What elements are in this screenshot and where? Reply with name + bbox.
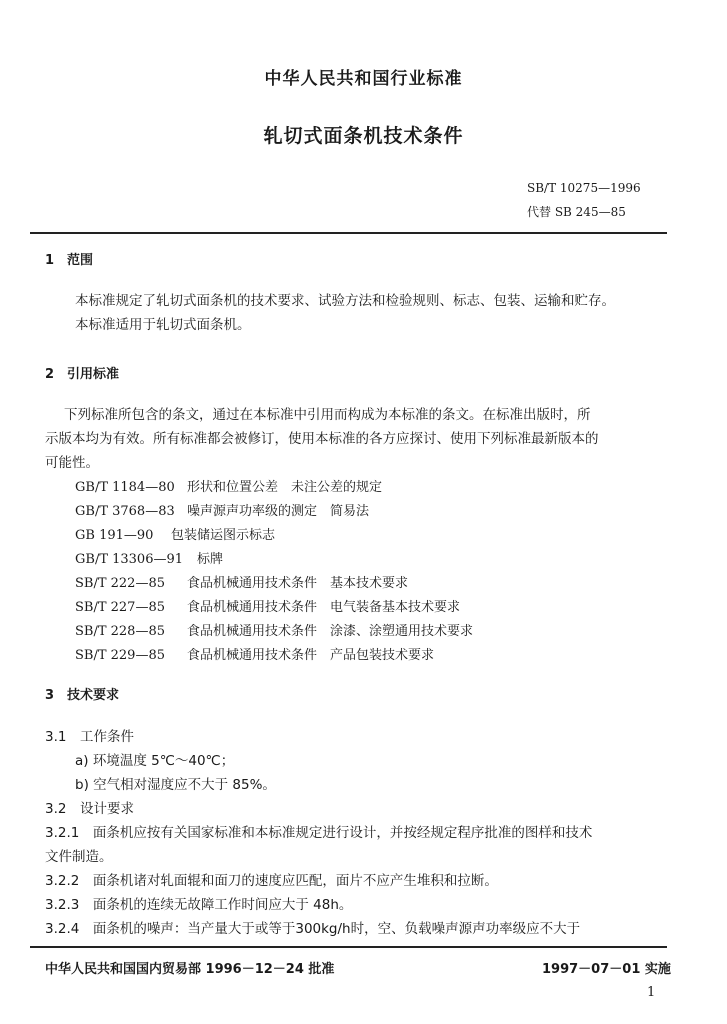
section-2-heading: 2 引用标准 — [45, 367, 120, 382]
reference-code: SB/T 227—85 — [75, 600, 165, 615]
clause-3-2-1-line-2: 文件制造。 — [45, 849, 113, 865]
standard-code: SB/T 10275—1996 — [527, 181, 641, 195]
effective-date: 1997－07－01 实施 — [542, 962, 671, 977]
reference-title: 食品机械通用技术条件 电气装备基本技术要求 — [187, 600, 461, 615]
issuing-authority: 中华人民共和国国内贸易部 1996－12－24 批准 — [45, 962, 335, 977]
subsection-3-2-heading: 3.2 设计要求 — [45, 801, 134, 817]
reference-item — [75, 548, 223, 567]
condition-a: a) 环境温度 5℃～40℃； — [75, 753, 235, 769]
reference-item — [75, 620, 473, 639]
reference-code: GB/T 1184—80 — [75, 480, 175, 495]
reference-title: 噪声源声功率级的测定 简易法 — [187, 504, 370, 519]
clause-3-2-3: 3.2.3 面条机的连续无故障工作时间应大于 48h。 — [45, 897, 353, 913]
header-rule — [30, 232, 667, 234]
section-2-intro-line-1: 下列标准所包含的条文，通过在本标准中引用而构成为本标准的条文。在标准出版时，所 — [64, 407, 591, 423]
section-3-heading: 3 技术要求 — [45, 688, 120, 703]
section-1-heading: 1 范围 — [45, 253, 94, 268]
reference-item — [75, 476, 382, 495]
clause-3-2-2: 3.2.2 面条机诸对轧面辊和面刀的速度应匹配，面片不应产生堆积和拉断。 — [45, 873, 498, 889]
section-2-intro-line-3: 可能性。 — [45, 455, 99, 471]
clause-3-2-1-line-1: 3.2.1 面条机应按有关国家标准和本标准规定进行设计，并按经规定程序批准的图样和技术 — [45, 825, 593, 841]
reference-title: 形状和位置公差 未注公差的规定 — [187, 480, 383, 495]
reference-item — [75, 500, 369, 519]
document-title: 轧切式面条机技术条件 — [263, 125, 464, 147]
reference-item — [75, 524, 275, 543]
reference-code: GB/T 3768—83 — [75, 504, 175, 519]
reference-code: GB/T 13306—91 — [75, 552, 184, 567]
reference-title: 包装储运图示标志 — [171, 528, 276, 543]
reference-item — [75, 596, 460, 615]
reference-item — [75, 572, 408, 591]
reference-code: GB 191—90 — [75, 528, 154, 543]
reference-title: 食品机械通用技术条件 产品包装技术要求 — [187, 648, 435, 663]
reference-title: 食品机械通用技术条件 基本技术要求 — [187, 576, 409, 591]
reference-title: 食品机械通用技术条件 涂漆、涂塑通用技术要求 — [187, 624, 474, 639]
reference-code: SB/T 222—85 — [75, 576, 165, 591]
page-number: 1 — [647, 985, 656, 1000]
reference-title: 标牌 — [197, 552, 224, 567]
condition-b: b) 空气相对湿度应不大于 85%。 — [75, 777, 276, 793]
standard-category: 中华人民共和国行业标准 — [264, 69, 463, 89]
section-1-paragraph-2: 本标准适用于轧切式面条机。 — [75, 317, 251, 333]
reference-code: SB/T 228—85 — [75, 624, 165, 639]
footer-rule — [30, 946, 667, 948]
section-1-paragraph-1: 本标准规定了轧切式面条机的技术要求、试验方法和检验规则、标志、包装、运输和贮存。 — [75, 293, 615, 309]
section-2-intro-line-2: 示版本均为有效。所有标准都会被修订，使用本标准的各方应探讨、使用下列标准最新版本的 — [45, 431, 599, 447]
reference-item — [75, 644, 434, 663]
subsection-3-1-heading: 3.1 工作条件 — [45, 729, 134, 745]
clause-3-2-4: 3.2.4 面条机的噪声：当产量大于或等于300kg/h时，空、负载噪声源声功率级应不大于 — [45, 921, 581, 937]
replaces-code: 代替 SB 245—85 — [527, 205, 626, 219]
reference-code: SB/T 229—85 — [75, 648, 165, 663]
